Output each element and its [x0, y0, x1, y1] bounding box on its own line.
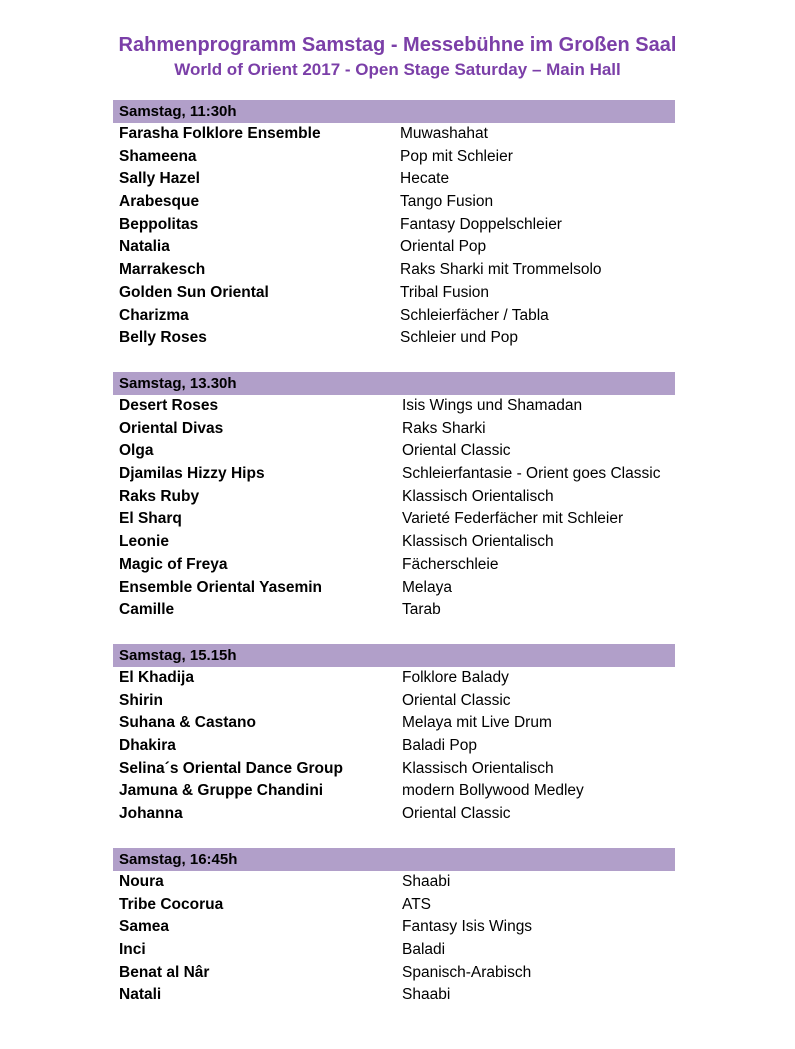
performer-name: Natali	[119, 986, 162, 1004]
performer-name: Marrakesch	[119, 261, 206, 279]
performer-name: Charizma	[119, 306, 189, 324]
show-title: Raks Sharki mit Trommelsolo	[400, 261, 602, 279]
performer-name: Natalia	[119, 238, 170, 256]
performer-name: Golden Sun Oriental	[119, 283, 269, 301]
show-title: Tribal Fusion	[400, 283, 490, 301]
performer-name: Arabesque	[119, 193, 200, 211]
show-title: Melaya mit Live Drum	[402, 714, 552, 732]
performer-name: Shameena	[119, 147, 197, 165]
schedule-row	[113, 168, 675, 191]
schedule-row	[113, 486, 675, 509]
show-title: Fächerschleie	[402, 555, 499, 573]
show-title: Oriental Classic	[402, 805, 511, 823]
schedule-row	[113, 191, 675, 214]
schedule-row	[113, 305, 675, 328]
performer-name: Camille	[119, 601, 175, 619]
performer-name: Farasha Folklore Ensemble	[119, 125, 321, 142]
show-title: Oriental Pop	[400, 238, 487, 256]
schedule-row	[113, 214, 675, 237]
page-subtitle: World of Orient 2017 - Open Stage Saturday – Main Hall	[174, 60, 621, 79]
schedule-row	[113, 667, 675, 690]
performer-name: Ensemble Oriental Yasemin	[119, 578, 323, 596]
performer-name: Dhakira	[119, 737, 176, 755]
schedule-row	[113, 803, 675, 826]
performer-name: Tribe Cocorua	[119, 895, 224, 913]
show-title: Folklore Balady	[402, 669, 509, 686]
schedule-row	[113, 939, 675, 962]
schedule-section	[113, 372, 675, 622]
show-title: Schleier und Pop	[400, 329, 519, 347]
schedule-row	[113, 894, 675, 917]
schedule-row	[113, 780, 675, 803]
schedule-row	[113, 282, 675, 305]
show-title: Oriental Classic	[402, 442, 511, 460]
schedule-row	[113, 146, 675, 169]
section-heading: Samstag, 13.30h	[113, 372, 675, 395]
schedule-section	[113, 644, 675, 826]
schedule-row	[113, 531, 675, 554]
show-title: Oriental Classic	[402, 691, 511, 709]
schedule-row	[113, 916, 675, 939]
show-title: Baladi Pop	[402, 737, 477, 755]
show-title: Varieté Federfächer mit Schleier	[402, 510, 624, 528]
show-title: Klassisch Orientalisch	[402, 487, 554, 505]
show-title: modern Bollywood Medley	[402, 782, 584, 800]
performer-name: Olga	[119, 442, 154, 460]
schedule-row	[113, 259, 675, 282]
schedule-row	[113, 871, 675, 894]
show-title: Klassisch Orientalisch	[402, 759, 554, 777]
performer-name: El Sharq	[119, 510, 182, 528]
show-title: Fantasy Doppelschleier	[400, 215, 562, 233]
section-heading: Samstag, 16:45h	[113, 848, 675, 871]
schedule-row	[113, 395, 675, 418]
show-title: Shaabi	[402, 873, 451, 890]
show-title: Tango Fusion	[400, 193, 494, 211]
schedule-row	[113, 236, 675, 259]
schedule-section	[113, 100, 675, 350]
section-heading: Samstag, 15.15h	[113, 644, 675, 667]
show-title: Shaabi	[402, 986, 451, 1004]
performer-name: Selina´s Oriental Dance Group	[119, 759, 343, 777]
performer-name: Suhana & Castano	[119, 714, 256, 732]
show-title: Klassisch Orientalisch	[402, 533, 554, 551]
performer-name: Samea	[119, 918, 169, 936]
show-title: Schleierfächer / Tabla	[400, 306, 549, 324]
performer-name: Jamuna & Gruppe Chandini	[119, 782, 324, 800]
performer-name: Leonie	[119, 533, 169, 551]
schedule-row	[113, 984, 675, 1007]
page-title: Rahmenprogramm Samstag - Messebühne im Großen Saal	[118, 34, 677, 56]
schedule-row	[113, 554, 675, 577]
performer-name: Noura	[119, 873, 164, 890]
schedule-row	[113, 508, 675, 531]
show-title: Raks Sharki	[402, 419, 486, 437]
schedule-row	[113, 463, 675, 486]
show-title: Melaya	[402, 578, 452, 596]
performer-name: Djamilas Hizzy Hips	[119, 465, 265, 483]
show-title: Hecate	[400, 170, 450, 188]
schedule-row	[113, 123, 675, 146]
show-title: Pop mit Schleier	[400, 147, 513, 165]
show-title: Baladi	[402, 941, 446, 959]
schedule-row	[113, 962, 675, 985]
performer-name: Desert Roses	[119, 397, 219, 414]
performer-name: Benat al Nâr	[119, 963, 210, 981]
show-title: Spanisch-Arabisch	[402, 963, 532, 981]
schedule-row	[113, 735, 675, 758]
schedule-row	[113, 712, 675, 735]
performer-name: Oriental Divas	[119, 419, 224, 437]
performer-name: Belly Roses	[119, 329, 207, 347]
schedule-row	[113, 418, 675, 441]
schedule-row	[113, 327, 675, 350]
schedule-row	[113, 440, 675, 463]
performer-name: Inci	[119, 941, 146, 959]
schedule-row	[113, 577, 675, 600]
performer-name: Magic of Freya	[119, 555, 228, 573]
show-title: ATS	[402, 895, 431, 913]
show-title: Fantasy Isis Wings	[402, 918, 533, 936]
performer-name: Sally Hazel	[119, 170, 200, 188]
section-heading: Samstag, 11:30h	[113, 100, 675, 123]
schedule-row	[113, 758, 675, 781]
performer-name: Beppolitas	[119, 215, 199, 233]
show-title: Tarab	[402, 601, 441, 619]
show-title: Schleierfantasie - Orient goes Classic	[402, 465, 661, 483]
performer-name: Johanna	[119, 805, 183, 823]
show-title: Isis Wings und Shamadan	[402, 397, 583, 414]
schedule-section	[113, 848, 675, 1007]
show-title: Muwashahat	[400, 125, 488, 142]
performer-name: El Khadija	[119, 669, 194, 686]
schedule-row	[113, 690, 675, 713]
schedule-row	[113, 599, 675, 622]
performer-name: Raks Ruby	[119, 487, 200, 505]
performer-name: Shirin	[119, 691, 163, 709]
